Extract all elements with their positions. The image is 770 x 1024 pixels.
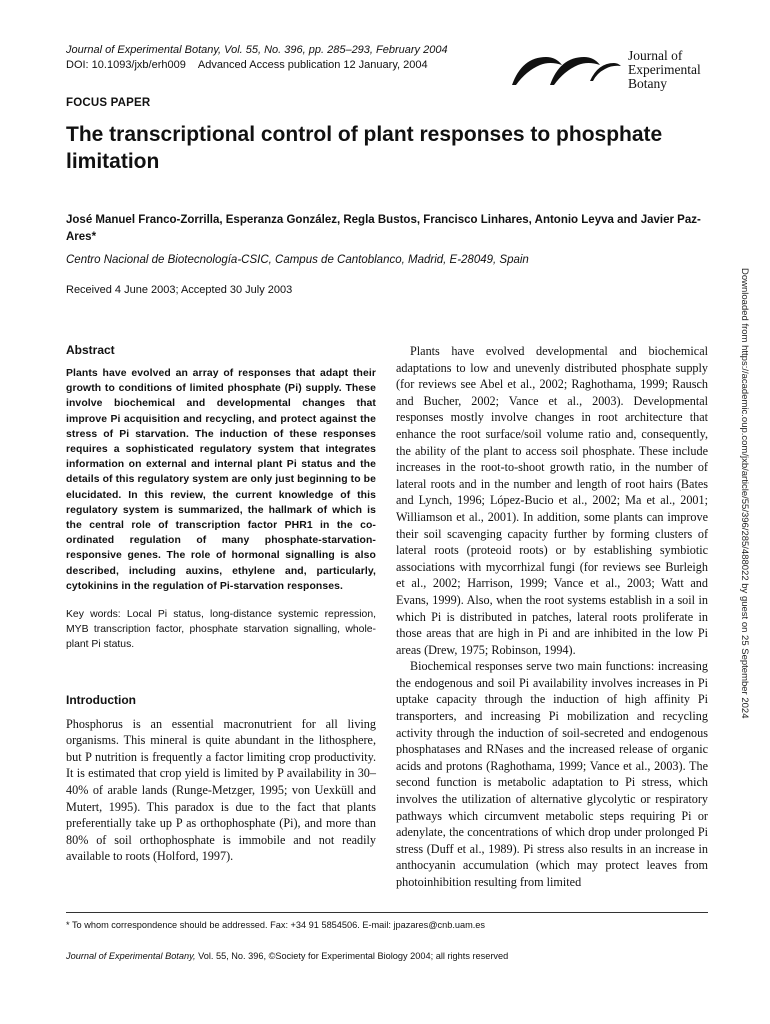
introduction-paragraph: Phosphorus is an essential macronutrient for all living organisms. This mineral is quite abundant in the lithosphere, but P nutrition is frequently a factor limiting crop productivity. It is estimated that crop yield is limited by P availability in 30–40% of arable lands (Runge-Metzger, 1995; von Uexküll and Mutert, 1995). This paradox is due to the fact that plants preferentially take up P as orthophosphate (Pi), and more than 80% of soil orthophosphate is immobile and not readily available to roots (Holford, 1997).: [66, 716, 376, 864]
article-type-label: FOCUS PAPER: [66, 97, 151, 109]
advance-access-note: Advanced Access publication 12 January, 2004: [197, 59, 428, 71]
footer-copyright: Vol. 55, No. 396, ©Society for Experimental Biology 2004; all rights reserved: [195, 951, 509, 961]
abstract-heading: Abstract: [66, 343, 115, 357]
body-paragraph-2: Biochemical responses serve two main functions: increasing the endogenous and soil Pi availability involves increases in Pi uptake capacity through the induction of high affinity Pi transporters, and increasing Pi mobilization and recycling activity through the induction of soil-secreted and endogenous phosphatases and RNases and the increased release of organic acids and protons (Raghothama, 1999; Vance et al., 2003). The second function is metabolic adaptation to Pi stress, which involves the utilization of alternative glycolytic or respiratory pathways which circumvent metabolic steps requiring Pi or adenylate, the concentrations of which drop under prolonged Pi stress (Duff et al., 1989). Pi stress also results in an increase in anthocyanin accumulation (which may protect leaves from photoinhibition resulting from limited: [396, 659, 708, 889]
paper-title: The transcriptional control of plant responses to phosphate limitation: [66, 123, 663, 173]
journal-logo: [510, 47, 720, 99]
body-paragraph-1: Plants have evolved developmental and biochemical adaptations to low and unevenly distributed phosphate supply (for reviews see Abel et al., 2002; Raghothama, 1999; Rausch and Bucher, 2002; Vance et al., 2003). Developmental responses mostly involve changes in root architecture that enhance the root surface/soil volume ratio and, consequently, the ability of the plant to access soil phosphate. These include increases in the root-to-shoot growth ratio, in the number of lateral roots and in the number and length of root hairs (Bates and Lynch, 1996; López-Bucio et al., 2002; Ma et al., 2001; Williamson et al., 2001). In addition, some plants can improve their soil scavenging capacity further by forming clusters of lateral roots (proteoid roots) or by establishing symbiotic associations with mycorrhizal fungi (for reviews see Burleigh et al., 2002; Harrison, 1999; Vance et al., 2003; Watt and Evans, 1999). Also, when the root systems establish in a soil in which Pi is distributed in patches, lateral roots proliferate in those areas that are high in Pi and are inhibited in the low Pi areas (Drew, 1975; Robinson, 1994).: [396, 344, 708, 657]
footnote-divider: [66, 912, 708, 913]
author-list: José Manuel Franco-Zorrilla, Esperanza González, Regla Bustos, Francisco Linhares, Antonio Leyva and Javier Paz-Ares*: [66, 214, 701, 243]
doi[interactable]: DOI: 10.1093/jxb/erh009: [66, 59, 186, 71]
correspondence-footnote: * To whom correspondence should be addressed. Fax: +34 91 5854506. E-mail: jpazares@cnb.uam.es: [66, 920, 486, 930]
journal-citation: Journal of Experimental Botany, Vol. 55, No. 396, pp. 285–293, February 2004: [66, 44, 448, 56]
keywords: Key words: Local Pi status, long-distance systemic repression, MYB transcription factor, phosphate starvation signalling, whole-plant Pi status.: [66, 609, 376, 651]
doi-line: [66, 58, 506, 73]
right-column: [396, 343, 708, 891]
journal-header: [66, 43, 506, 73]
abstract-text: Plants have evolved an array of responses that adapt their growth to conditions of limited phosphate (Pi) supply. These involve biochemical and developmental changes that improve Pi acquisition and recycling, and protect against the stress of Pi starvation. The induction of these responses requires a sophisticated regulatory system that integrates information on external and internal plant Pi status and the details of this regulatory system are only just beginning to be elucidated. In this review, the current knowledge of this regulatory system is summarized, the hallmark of which is the central role of transcription factor PHR1 in the co-ordinated regulation of many phosphate-starvation-responsive genes. The role of hormonal signalling is also described, including auxins, ethylene and, particularly, cytokinins in the regulation of Pi-starvation responses.: [66, 368, 376, 592]
received-dates: Received 4 June 2003; Accepted 30 July 2003: [66, 284, 293, 296]
footer-journal-name: Journal of Experimental Botany,: [66, 951, 196, 961]
download-watermark: [736, 268, 750, 758]
left-column: [66, 343, 376, 865]
leaf-arcs-icon: [510, 51, 622, 87]
download-note-text[interactable]: Downloaded from https://academic.oup.com/jxb/article/55/396/285/488022 by guest on 25 September 2024: [739, 268, 750, 719]
page-footer: [66, 951, 508, 961]
affiliation: Centro Nacional de Biotecnología-CSIC, Campus de Cantoblanco, Madrid, E-28049, Spain: [66, 254, 529, 266]
introduction-heading: Introduction: [66, 692, 136, 707]
logo-wordmark: Journal of Experimental Botany: [628, 48, 701, 91]
